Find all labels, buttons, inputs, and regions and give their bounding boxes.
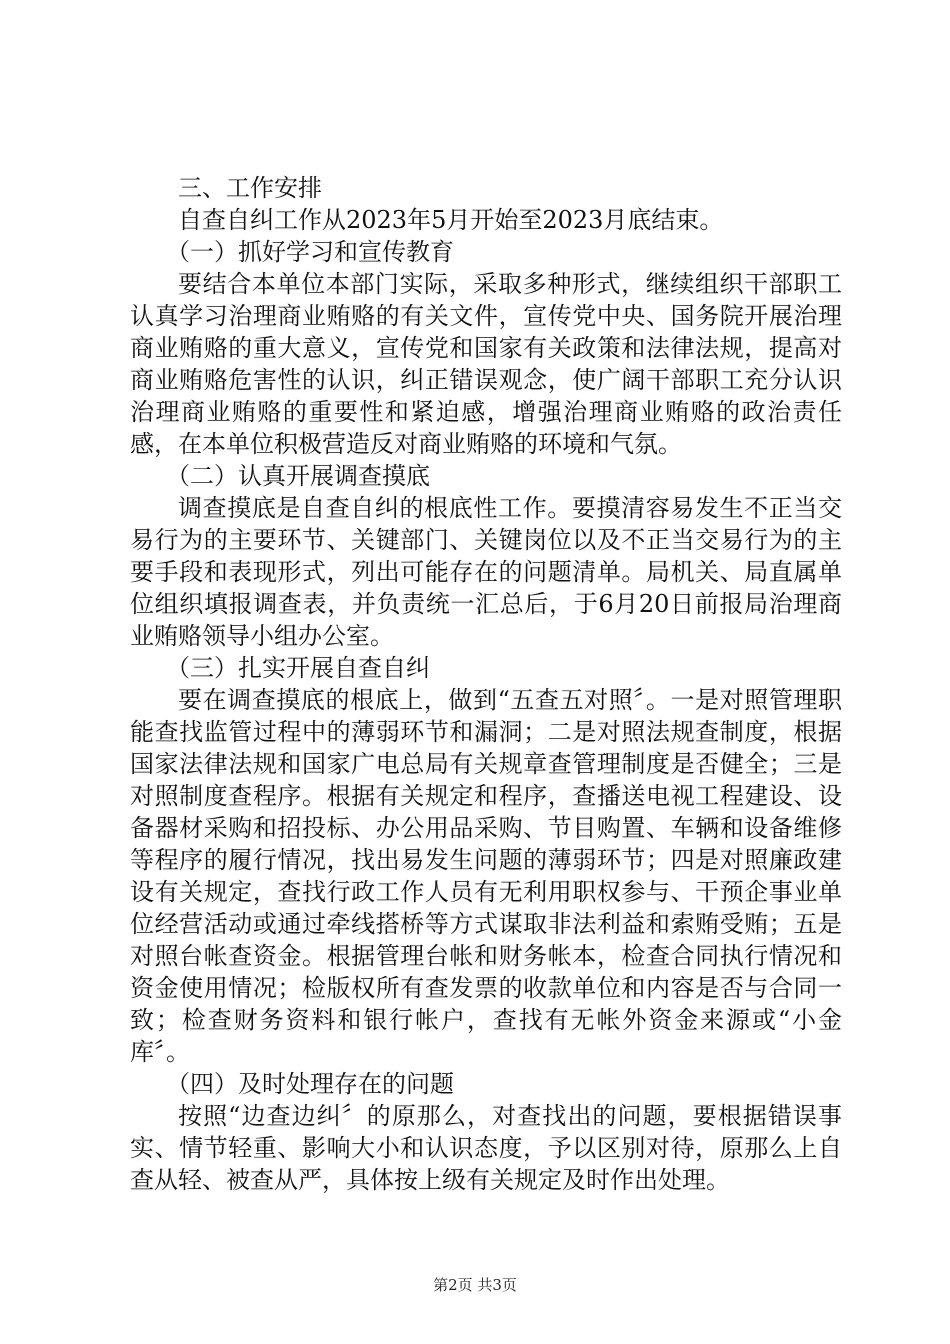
subsection-heading: （四）及时处理存在的问题 xyxy=(166,1070,454,1098)
section-heading: 三、工作安排 xyxy=(178,174,322,202)
document-body xyxy=(130,172,842,1196)
body-paragraph: 自查自纠工作从2023年5月开始至2023月底结束。 xyxy=(178,206,724,234)
page-number-footer: 第2页 共3页 xyxy=(433,1276,517,1294)
body-paragraph: 要在调查摸底的根底上，做到“五查五对照〞。一是对照管理职能查找监管过程中的薄弱环节和漏洞；二是对照法规查制度，根据国家法律法规和国家广电总局有关规章查管理制度是否健全；三是对照制度查程序。根据有关规定和程序，查播送电视工程建设、设备器材采购和招投标、办公用品采购、节目购置、车辆和设备维修等程序的履行情况，找出易发生问题的薄弱环节；四是对照廉政建设有关规定，查找行政工作人员有无利用职权参与、干预企事业单位经营活动或通过牵线搭桥等方式谋取非法利益和索贿受贿；五是对照台帐查资金。根据管理台帐和财务帐本，检查合同执行情况和资金使用情况；检版权所有查发票的收款单位和内容是否与合同一致；检查财务资料和银行帐户，查找有无帐外资金来源或“小金库〞。 xyxy=(130,686,842,1066)
body-paragraph: 要结合本单位本部门实际，采取多种形式，继续组织干部职工认真学习治理商业贿赂的有关文件，宣传党中央、国务院开展治理商业贿赂的重大意义，宣传党和国家有关政策和法律法规，提高对商业贿赂危害性的认识，纠正错误观念，使广阔干部职工充分认识治理商业贿赂的重要性和紧迫感，增强治理商业贿赂的政治责任感，在本单位积极营造反对商业贿赂的环境和气氛。 xyxy=(130,270,842,458)
subsection-heading: （一）抓好学习和宣传教育 xyxy=(166,238,454,266)
body-paragraph: 按照“边查边纠〞的原那么，对查找出的问题，要根据错误事实、情节轻重、影响大小和认识态度，予以区别对待，原那么上自查从轻、被查从严，具体按上级有关规定及时作出处理。 xyxy=(130,1102,842,1194)
subsection-heading: （二）认真开展调查摸底 xyxy=(166,462,430,490)
subsection-heading: （三）扎实开展自查自纠 xyxy=(166,654,430,682)
body-paragraph: 调查摸底是自查自纠的根底性工作。要摸清容易发生不正当交易行为的主要环节、关键部门、关键岗位以及不正当交易行为的主要手段和表现形式，列出可能存在的问题清单。局机关、局直属单位组织填报调查表，并负责统一汇总后，于6月20日前报局治理商业贿赂领导小组办公室。 xyxy=(130,494,842,650)
